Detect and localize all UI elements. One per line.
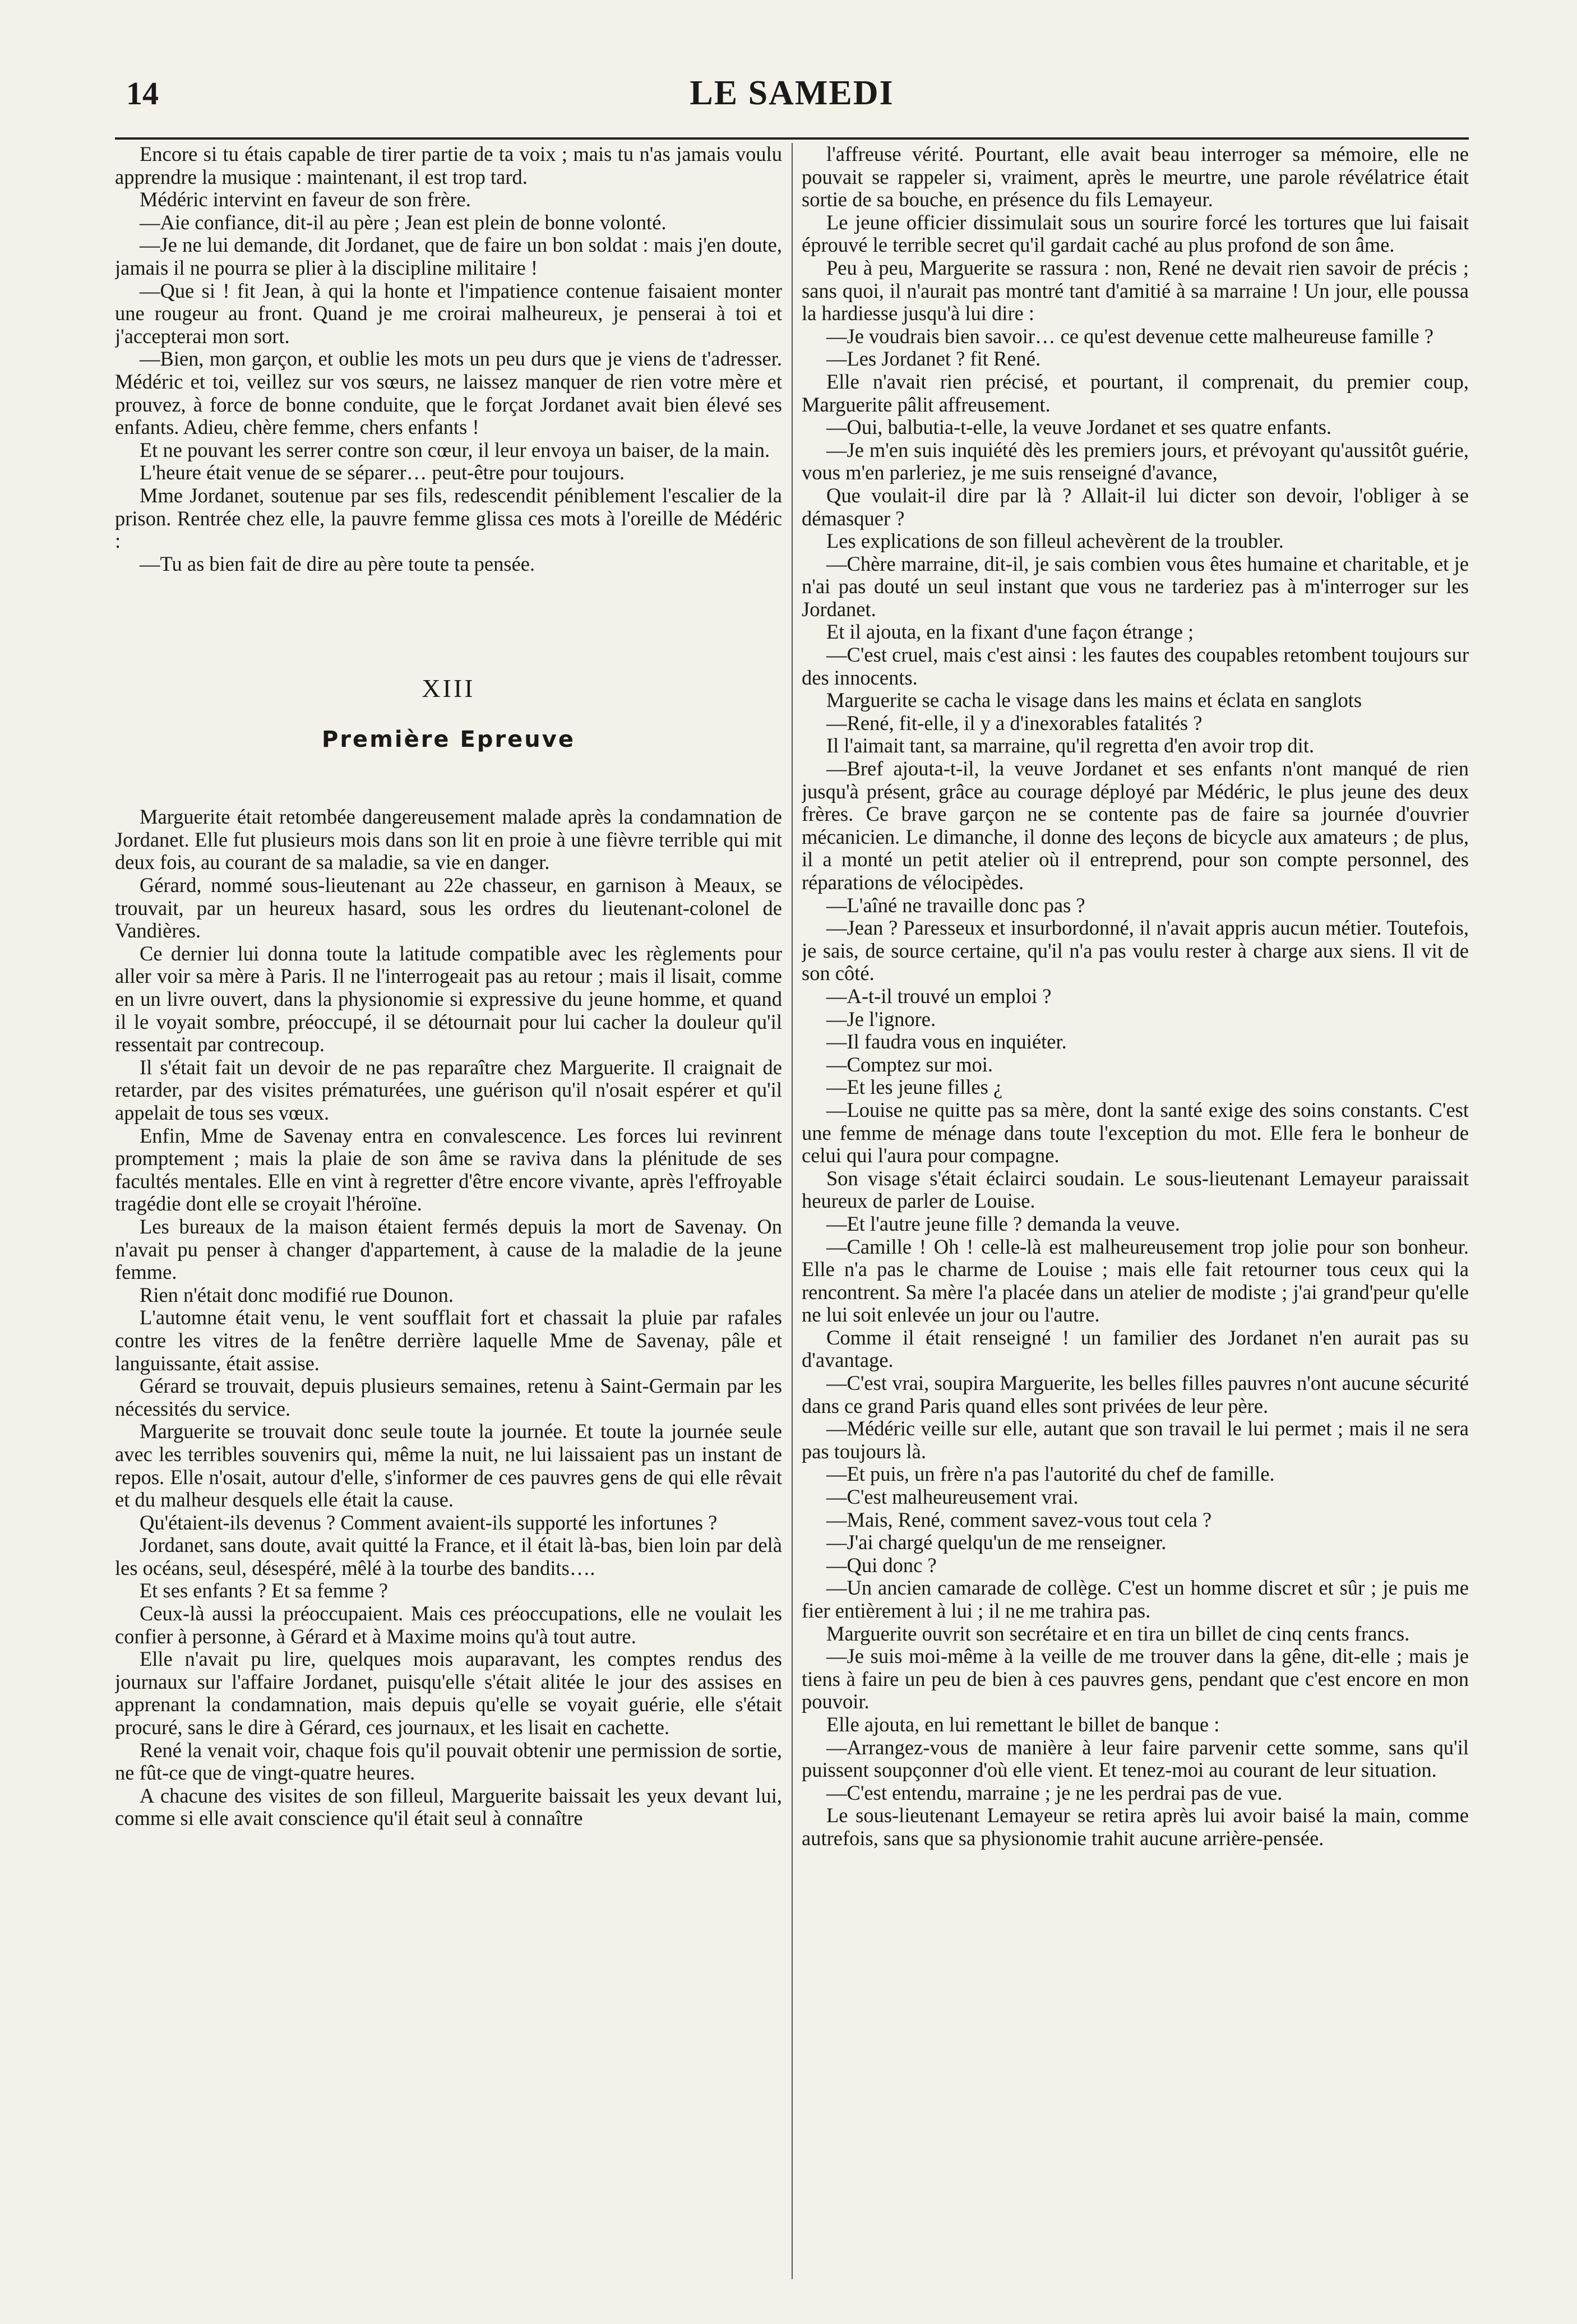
paragraph: —Je voudrais bien savoir… ce qu'est devenue cette malheureuse famille ? [826, 324, 1433, 348]
paragraph: —Je suis moi-même à la veille de me trouver dans la gêne, dit-elle ; mais je tiens à faire un peu de bien à ces pauvres gens, pendant que c'est encore en mon pouvoir. [802, 1644, 1469, 1713]
chapter-title: Première Epreuve [322, 727, 575, 753]
paragraph: —Un ancien camarade de collège. C'est un homme discret et sûr ; je puis me fier entièrement à lui ; il ne me trahira pas. [802, 1576, 1469, 1622]
paragraph: Le jeune officier dissimulait sous un sourire forcé les tortures que lui faisait éprouvé le terrible secret qu'il gardait caché au plus profond de son âme. [802, 210, 1469, 257]
paragraph: Son visage s'était éclairci soudain. Le sous-lieutenant Lemayeur paraissait heureux de parler de Louise. [802, 1166, 1469, 1213]
paragraph: Mme Jordanet, soutenue par ses fils, redescendit péniblement l'escalier de la prison. Rentrée chez elle, la pauvre femme glissa ces mots à l'oreille de Médéric : [115, 483, 782, 553]
page-number: 14 [126, 75, 159, 112]
paragraph: —Comptez sur moi. [826, 1052, 993, 1076]
paragraph: l'affreuse vérité. Pourtant, elle avait beau interroger sa mémoire, elle ne pouvait se rappeler si, vraiment, après le meurtre, une parole révélatrice était sortie de sa bouche, en présence du fils Lemayeur. [802, 143, 1469, 211]
paragraph: —Chère marraine, dit-il, je sais combien vous êtes humaine et charitable, et je n'ai pas douté un seul instant que vous ne tarderiez pas à m'interroger sur les Jordanet. [802, 552, 1469, 621]
paragraph: Gérard se trouvait, depuis plusieurs semaines, retenu à Saint-Germain par les nécessités du service. [115, 1374, 782, 1420]
paragraph: Marguerite se trouvait donc seule toute la journée. Et toute la journée seule avec les terribles souvenirs qui, même la nuit, ne lui laissaient pas un instant de repos. Elle n'osait, autour d'elle, s'informer de ces pauvres gens de qui elle rêvait et du malheur desquels elle était la cause. [115, 1420, 782, 1512]
paragraph: Et ne pouvant les serrer contre son cœur, il leur envoya un baiser, de la main. [140, 438, 770, 461]
paragraph: —Et l'autre jeune fille ? demanda la veuve. [826, 1212, 1180, 1235]
paragraph: —Louise ne quitte pas sa mère, dont la santé exige des soins constants. C'est une femme de ménage dans toute l'exception du mot. Elle fera le bonheur de celui qui l'aura pour compagne. [802, 1098, 1469, 1167]
paragraph: —Arrangez-vous de manière à leur faire parvenir cette somme, sans qu'il puissent soupçonner d'où elle vient. Et tenez-moi au courant de leur situation. [802, 1735, 1469, 1782]
paragraph: L'automne était venu, le vent soufflait fort et chassait la pluie par rafales contre les vitres de la fenêtre derrière laquelle Mme de Savenay, pâle et languissante, était assise. [115, 1306, 782, 1375]
chapter-number: XIII [422, 674, 475, 703]
paragraph: —L'aîné ne travaille donc pas ? [826, 893, 1085, 917]
paragraph: —A-t-il trouvé un emploi ? [826, 984, 1052, 1008]
paragraph: —Tu as bien fait de dire au père toute ta pensée. [140, 552, 535, 575]
paragraph: —Mais, René, comment savez-vous tout cela ? [826, 1508, 1212, 1531]
left-column-opening-text [115, 143, 782, 575]
paragraph: —Que si ! fit Jean, à qui la honte et l'impatience contenue faisaient monter une rougeur au front. Quand je me croirai malheureux, je penserai à toi et j'accepterai mon sort. [115, 279, 782, 348]
page-header [115, 70, 1469, 140]
paragraph: —Je l'ignore. [826, 1007, 936, 1031]
paragraph: Et il ajouta, en la fixant d'une façon étrange ; [826, 620, 1194, 644]
paragraph: —Et puis, un frère n'a pas l'autorité du chef de famille. [826, 1462, 1275, 1486]
paragraph: —René, fit-elle, il y a d'inexorables fatalités ? [826, 711, 1203, 734]
paragraph: —C'est malheureusement vrai. [826, 1485, 1079, 1509]
paragraph: Les bureaux de la maison étaient fermés depuis la mort de Savenay. On n'avait pu penser à changer d'appartement, à cause de la maladie de la jeune femme. [115, 1214, 782, 1284]
newspaper-page [115, 70, 1469, 2279]
paragraph: —Médéric veille sur elle, autant que son travail le lui permet ; mais il ne sera pas toujours là. [802, 1417, 1469, 1463]
paragraph: Elle n'avait rien précisé, et pourtant, il comprenait, du premier coup, Marguerite pâlit affreusement. [802, 369, 1469, 416]
paragraph: —Bref ajouta-t-il, la veuve Jordanet et ses enfants n'ont manqué de rien jusqu'à présent, grâce au courage déployé par Médéric, le plus jeune des deux frères. Ce brave garçon ne se contente pas de faire sa journée d'ouvrier mécanicien. Le dimanche, il donne des leçons de bicycle aux amateurs ; de plus, il a monté un petit atelier où il entreprend, pour son compte personnel, des réparations de vélocipèdes. [802, 757, 1469, 894]
paragraph: Marguerite était retombée dangereusement malade après la condamnation de Jordanet. Elle fut plusieurs mois dans son lit en proie à une fièvre terrible qui mit deux fois, au courant de sa maladie, sa vie en danger. [115, 805, 782, 874]
column-divider [792, 143, 793, 2279]
paragraph: Comme il était renseigné ! un familier des Jordanet n'en aurait pas su d'avantage. [802, 1325, 1469, 1372]
paragraph: Qu'étaient-ils devenus ? Comment avaient-ils supporté les infortunes ? [140, 1510, 718, 1534]
paragraph: —C'est vrai, soupira Marguerite, les belles filles pauvres n'ont aucune sécurité dans ce grand Paris quand elles sont privées de leur père. [802, 1371, 1469, 1417]
paragraph: —Et les jeune filles ¿ [826, 1075, 1003, 1099]
paragraph: —Je m'en suis inquiété dès les premiers jours, et prévoyant qu'aussitôt guérie, vous m'en parleriez, je me suis renseigné d'avance, [802, 438, 1469, 484]
paragraph: A chacune des visites de son filleul, Marguerite baissait les yeux devant lui, comme si elle avait conscience qu'il était seul à connaître [115, 1784, 782, 1830]
paragraph: Rien n'était donc modifié rue Dounon. [140, 1283, 454, 1306]
paragraph: René la venait voir, chaque fois qu'il pouvait obtenir une permission de sortie, ne fût-ce que de vingt-quatre heures. [115, 1738, 782, 1785]
paragraph: Médéric intervint en faveur de son frère. [140, 188, 471, 211]
right-column [802, 143, 1469, 2279]
paragraph: Et ses enfants ? Et sa femme ? [140, 1579, 388, 1602]
paragraph: —Camille ! Oh ! celle-là est malheureusement trop jolie pour son bonheur. Elle n'a pas le charme de Louise ; mais elle fait retourner tous ceux qui la rencontrent. Sa mère l'a placée dans un atelier de modiste ; j'ai grand'peur qu'elle ne lui soit enlevée un jour ou l'autre. [802, 1235, 1469, 1327]
paragraph: —C'est entendu, marraine ; je ne les perdrai pas de vue. [826, 1781, 1283, 1804]
right-column-text [802, 143, 1469, 1850]
paragraph: Gérard, nommé sous-lieutenant au 22e chasseur, en garnison à Meaux, se trouvait, par un heureux hasard, sous les ordres du lieutenant-colonel de Vandières. [115, 874, 782, 942]
paragraph: Le sous-lieutenant Lemayeur se retira après lui avoir baisé la main, comme autrefois, sans que sa physionomie trahit aucune arrière-pensée. [802, 1804, 1469, 1850]
paragraph: —C'est cruel, mais c'est ainsi : les fautes des coupables retombent toujours sur des innocents. [802, 643, 1469, 689]
paragraph: Marguerite se cacha le visage dans les mains et éclata en sanglots [826, 689, 1362, 712]
paragraph: Marguerite ouvrit son secrétaire et en tira un billet de cinq cents francs. [826, 1621, 1410, 1645]
paragraph: Jordanet, sans doute, avait quitté la France, et il était là-bas, bien loin par delà les océans, seul, désespéré, mêlé à la tourbe des bandits…. [115, 1533, 782, 1579]
paragraph: Les explications de son filleul achevèrent de la troubler. [826, 529, 1284, 553]
journal-title: LE SAMEDI [690, 74, 894, 112]
paragraph: —Jean ? Paresseux et insurbordonné, il n'avait appris aucun métier. Toutefois, je sais, de source certaine, qu'il n'a pas voulu rester à charge aux siens. Il vit de son côté. [802, 916, 1469, 985]
paragraph: —Bien, mon garçon, et oublie les mots un peu durs que je viens de t'adresser. Médéric et toi, veillez sur vos sœurs, ne laissez manquer de rien votre mère et prouvez, à force de bonne conduite, que le forçat Jordanet avait bien élevé ses enfants. Adieu, chère femme, chers enfants ! [115, 347, 782, 439]
paragraph: Enfin, Mme de Savenay entra en convalescence. Les forces lui revinrent promptement ; mais la plaie de son âme se raviva dans la plénitude de ses facultés mentales. Elle en vint à regretter d'être encore vivante, après l'effroyable tragédie dont elle se croyait l'héroïne. [115, 1124, 782, 1216]
paragraph: Ce dernier lui donna toute la latitude compatible avec les règlements pour aller voir sa mère à Paris. Il ne l'interrogeait pas au retour ; mais il lisait, comme en un livre ouvert, dans la physionomie si expressive du jeune homme, et quand il le voyait sombre, préoccupé, il se détournait pour lui cacher la douleur qu'il ressentait par contrecoup. [115, 941, 782, 1056]
paragraph: Ceux-là aussi la préoccupaient. Mais ces préoccupations, elle ne voulait les confier à personne, à Gérard et à Maxime moins qu'à tout autre. [115, 1602, 782, 1648]
paragraph: —Qui donc ? [826, 1553, 937, 1577]
left-column [115, 143, 782, 2279]
paragraph: —Les Jordanet ? fit René. [826, 347, 1041, 371]
paragraph: —Aie confiance, dit-il au père ; Jean est plein de bonne volonté. [140, 210, 667, 234]
paragraph: —J'ai chargé quelqu'un de me renseigner. [826, 1531, 1167, 1554]
paragraph: Il l'aimait tant, sa marraine, qu'il regretta d'en avoir trop dit. [826, 734, 1315, 757]
paragraph: Elle n'avait pu lire, quelques mois auparavant, les comptes rendus des journaux sur l'affaire Jordanet, puisqu'elle s'était alitée le jour des assises en apprenant la condamnation, mais depuis qu'elle se voyait guérie, elle s'était procuré, sans le dire à Gérard, ces journaux, et les lisait en cachette. [115, 1647, 782, 1739]
paragraph: Encore si tu étais capable de tirer partie de ta voix ; mais tu n'as jamais voulu apprendre la musique : maintenant, il est trop tard. [115, 143, 782, 188]
paragraph: Elle ajouta, en lui remettant le billet de banque : [826, 1712, 1220, 1736]
paragraph: Peu à peu, Marguerite se rassura : non, René ne devait rien savoir de précis ; sans quoi, il n'aurait pas montré tant d'amitié à sa marraine ! Un jour, elle poussa la hardiesse jusqu'à lui dire : [802, 256, 1469, 325]
paragraph: —Je ne lui demande, dit Jordanet, que de faire un bon soldat : mais j'en doute, jamais il ne pourra se plier à la discipline militaire ! [115, 233, 782, 279]
paragraph: —Il faudra vous en inquiéter. [826, 1030, 1067, 1054]
left-column-chapter-text [115, 806, 782, 1830]
paragraph: L'heure était venue de se séparer… peut-être pour toujours. [140, 461, 625, 484]
paragraph: —Oui, balbutia-t-elle, la veuve Jordanet et ses quatre enfants. [826, 415, 1332, 439]
paragraph: Que voulait-il dire par là ? Allait-il lui dicter son devoir, l'obliger à se démasquer ? [802, 483, 1469, 530]
paragraph: Il s'était fait un devoir de ne pas reparaître chez Marguerite. Il craignait de retarder, par des visites prématurées, une guérison qu'il n'osait espérer et qu'il appelait de tous ses vœux. [115, 1055, 782, 1124]
